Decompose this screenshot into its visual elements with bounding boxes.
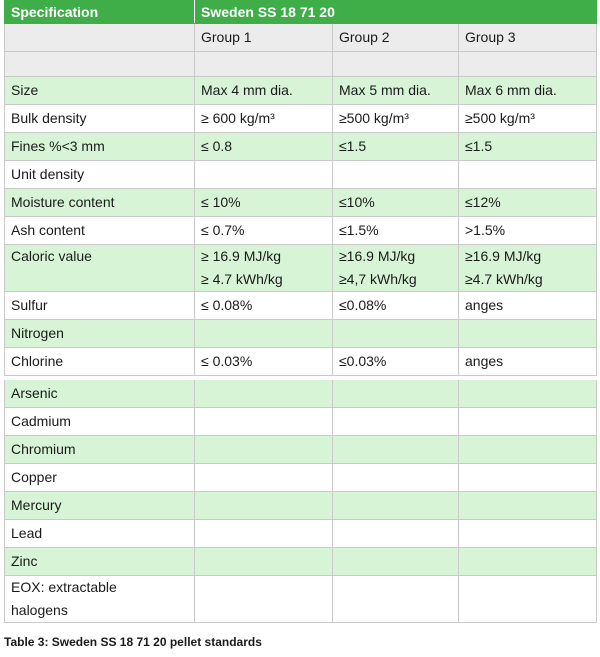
group-3-value (459, 320, 597, 348)
table-row (5, 548, 597, 576)
table-header-row (5, 1, 597, 24)
group-2-value: Max 5 mm dia. (333, 77, 459, 105)
group-2-value (333, 576, 459, 623)
group-1-value: ≤ 10% (195, 189, 333, 217)
group-3-value: Max 6 mm dia. (459, 77, 597, 105)
group-3-value: anges (459, 292, 597, 320)
group-1-value (195, 378, 333, 408)
group-1-value: ≤ 0.08% (195, 292, 333, 320)
table-row (5, 105, 597, 133)
row-label: Bulk density (5, 105, 195, 133)
row-label: Nitrogen (5, 320, 195, 348)
table-caption: Table 3: Sweden SS 18 71 20 pellet standards (4, 635, 262, 649)
group-2-value: ≤1.5% (333, 217, 459, 245)
row-label: Cadmium (5, 408, 195, 436)
group-3-value (459, 464, 597, 492)
row-label: Arsenic (5, 378, 195, 408)
group-1-value: ≤ 0.03% (195, 348, 333, 376)
group-3-value: anges (459, 348, 597, 376)
row-label: Chromium (5, 436, 195, 464)
row-label: Ash content (5, 217, 195, 245)
specification-header: Specification (5, 1, 195, 24)
group-header-blank (5, 24, 195, 52)
row-label: Size (5, 77, 195, 105)
group-2-value (333, 436, 459, 464)
group-1-value (195, 436, 333, 464)
group-3-value (459, 576, 597, 623)
group-2-value (333, 492, 459, 520)
group-1-header: Group 1 (195, 24, 333, 52)
group-2-value: ≥16.9 MJ/kg ≥4,7 kWh/kg (333, 245, 459, 292)
table-row (5, 189, 597, 217)
group-2-value: ≤1.5 (333, 133, 459, 161)
group-1-value: ≥ 16.9 MJ/kg ≥ 4.7 kWh/kg (195, 245, 333, 292)
group-2-value (333, 161, 459, 189)
table-row (5, 436, 597, 464)
table-row (5, 408, 597, 436)
table-row (5, 320, 597, 348)
standard-header: Sweden SS 18 71 20 (195, 1, 597, 24)
table-row (5, 161, 597, 189)
row-label: Copper (5, 464, 195, 492)
group-2-value: ≤0.08% (333, 292, 459, 320)
group-2-value (333, 408, 459, 436)
row-label: Lead (5, 520, 195, 548)
group-1-value (195, 548, 333, 576)
group-header-row (5, 24, 597, 52)
group-2-header: Group 2 (333, 24, 459, 52)
row-label: EOX: extractable halogens (5, 576, 195, 623)
group-1-value: ≤ 0.8 (195, 133, 333, 161)
table-row (5, 348, 597, 376)
group-3-value (459, 161, 597, 189)
row-label: Moisture content (5, 189, 195, 217)
group-2-value: ≤0.03% (333, 348, 459, 376)
table-row (5, 217, 597, 245)
table-row (5, 464, 597, 492)
group-1-value (195, 161, 333, 189)
group-1-value (195, 464, 333, 492)
table-row (5, 520, 597, 548)
group-3-value: ≥500 kg/m³ (459, 105, 597, 133)
group-1-value (195, 492, 333, 520)
group-3-value (459, 436, 597, 464)
group-3-value (459, 378, 597, 408)
group-2-value (333, 520, 459, 548)
row-label: Chlorine (5, 348, 195, 376)
group-3-value: ≤12% (459, 189, 597, 217)
group-3-value (459, 408, 597, 436)
group-3-value: ≥16.9 MJ/kg ≥4.7 kWh/kg (459, 245, 597, 292)
table-row (5, 492, 597, 520)
group-1-value: ≤ 0.7% (195, 217, 333, 245)
row-label: Unit density (5, 161, 195, 189)
group-1-value: Max 4 mm dia. (195, 77, 333, 105)
group-1-value (195, 320, 333, 348)
blank-row (5, 52, 597, 77)
group-3-value (459, 520, 597, 548)
row-label: Fines %<3 mm (5, 133, 195, 161)
table-row (5, 245, 597, 292)
group-2-value (333, 464, 459, 492)
row-label: Mercury (5, 492, 195, 520)
group-3-value: ≤1.5 (459, 133, 597, 161)
group-3-header: Group 3 (459, 24, 597, 52)
row-label: Caloric value (5, 245, 195, 292)
table-row (5, 378, 597, 408)
group-2-value (333, 548, 459, 576)
group-2-value (333, 378, 459, 408)
group-3-value (459, 548, 597, 576)
group-2-value (333, 320, 459, 348)
group-2-value: ≥500 kg/m³ (333, 105, 459, 133)
group-1-value (195, 520, 333, 548)
spec-table (4, 0, 597, 623)
group-1-value: ≥ 600 kg/m³ (195, 105, 333, 133)
table-row (5, 292, 597, 320)
group-1-value (195, 408, 333, 436)
table-row (5, 576, 597, 623)
group-1-value (195, 576, 333, 623)
group-3-value: >1.5% (459, 217, 597, 245)
group-2-value: ≤10% (333, 189, 459, 217)
group-3-value (459, 492, 597, 520)
table-row (5, 133, 597, 161)
table-row (5, 77, 597, 105)
row-label: Zinc (5, 548, 195, 576)
row-label: Sulfur (5, 292, 195, 320)
